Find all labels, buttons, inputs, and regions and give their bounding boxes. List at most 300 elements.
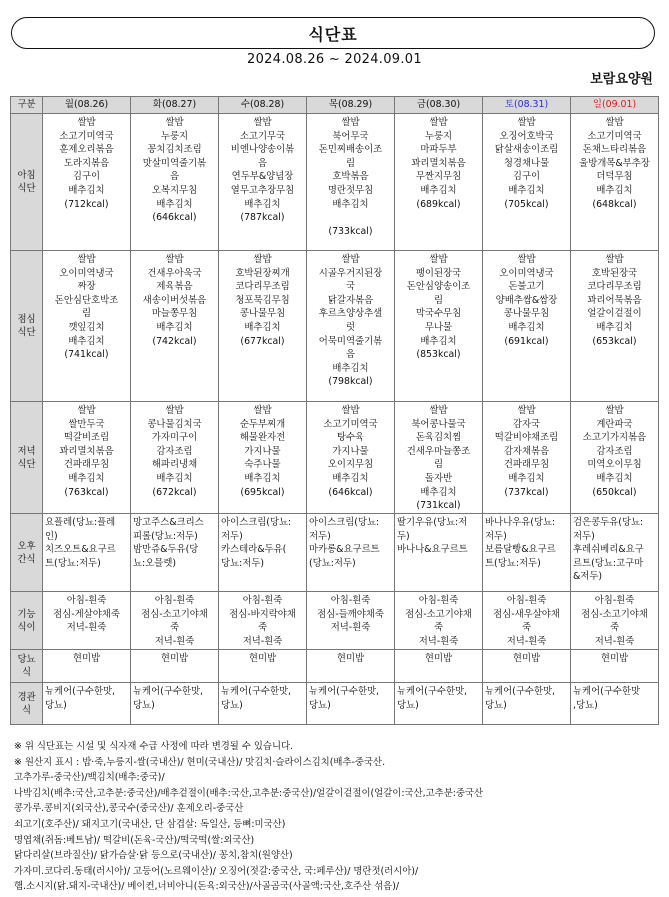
menu-item: 김구이 — [512, 171, 541, 183]
row-header-lunch: 점심 식단 — [11, 251, 43, 402]
menu-cell — [131, 402, 219, 514]
menu-cell — [571, 251, 659, 402]
note-line: 고추가루-중국산)/백김치(배추:중국)/ — [14, 772, 165, 784]
menu-item: 보름달빵&요구르 — [485, 544, 556, 556]
menu-item: 돈채느타리볶음 — [582, 144, 647, 156]
menu-item: 연두부&양념장 — [231, 171, 294, 183]
menu-item: 감자조림 — [596, 445, 633, 457]
menu-item: 오이지무침 — [327, 459, 374, 471]
menu-item: 열무고추장무침 — [230, 184, 295, 196]
table-row-lunch — [11, 251, 659, 402]
menu-item: 뉴케어(구수한맛, — [397, 686, 468, 697]
menu-item: 쌀밥 — [605, 254, 624, 265]
menu-cell — [483, 650, 571, 683]
menu-item: 돈안심양송이조 — [406, 281, 471, 293]
menu-item: 마카롱&요구르트 — [309, 544, 380, 556]
menu-item: 당뇨) — [133, 699, 155, 711]
menu-item: 콩나물무침 — [239, 308, 286, 320]
menu-cell — [571, 592, 659, 650]
menu-item: 아침-흰죽 — [330, 595, 371, 606]
menu-cell — [43, 251, 131, 402]
menu-item: 도라지볶음 — [63, 157, 110, 169]
menu-item: 무짠지무침 — [415, 171, 462, 183]
table-row-tube-feeding — [11, 683, 659, 725]
menu-item: 배추김치 — [508, 472, 545, 484]
menu-item: (733kcal) — [328, 225, 373, 237]
menu-item: 점심-들깨야채죽 — [317, 608, 384, 620]
menu-item: 현미밥 — [600, 653, 629, 664]
menu-item: 현미밥 — [424, 653, 453, 664]
menu-item: 배추김치 — [156, 321, 193, 333]
note-line: 가자미.코다리.동태(러시아)/ 고등어(노르웨이산)/ 오징어(젓갈:중국산, 국:페루산)/ 명란젓(러시아)/ — [14, 865, 419, 877]
menu-cell — [483, 592, 571, 650]
menu-item: 호박된장찌개 — [235, 267, 290, 279]
menu-item: 저녁-흰죽 — [242, 635, 283, 647]
menu-item: 검은콩두유(당뇨: — [573, 517, 644, 528]
menu-item: 오징어호박국 — [499, 130, 554, 142]
menu-item: 쌀밥 — [605, 117, 624, 128]
menu-item: 현미밥 — [160, 653, 189, 664]
menu-item — [307, 211, 394, 225]
menu-item: (672kcal) — [152, 486, 197, 498]
menu-item: 두) — [397, 530, 410, 542]
menu-item: 소고기가지볶음 — [582, 432, 647, 444]
menu-item: 제육볶음 — [156, 281, 193, 293]
menu-item: 배추김치 — [68, 472, 105, 484]
note-line: ※ 위 식단표는 시설 및 식자재 수급 사정에 따라 변경될 수 있습니다. — [14, 741, 294, 752]
menu-item: (648kcal) — [592, 198, 637, 210]
menu-item: 김구이 — [72, 171, 101, 183]
menu-item: 꽈리멸치볶음 — [411, 157, 466, 169]
menu-item: 죽 — [609, 622, 620, 634]
menu-item: 쌀밥 — [429, 117, 448, 128]
row-header-dinner: 저녁 식단 — [11, 402, 43, 514]
menu-item: 점심-새우살야채 — [493, 608, 560, 620]
menu-cell — [43, 402, 131, 514]
menu-item: 저녁-흰죽 — [506, 635, 547, 647]
menu-item: 당뇨) — [309, 699, 331, 711]
menu-item: 건파래무침 — [503, 459, 550, 471]
menu-item: 짜장 — [77, 281, 96, 293]
menu-item: 미역오이무침 — [587, 459, 642, 471]
menu-item: 뉴케어(구수한맛, — [133, 686, 204, 697]
menu-item: 호박된장국 — [591, 267, 638, 279]
menu-cell — [219, 251, 307, 402]
menu-cell — [395, 683, 483, 725]
menu-item: (653kcal) — [592, 335, 637, 347]
menu-item: 배추김치 — [68, 184, 105, 196]
page-title: 식단표 — [11, 17, 655, 49]
menu-item: 막국수무침 — [415, 308, 462, 320]
menu-item: (689kcal) — [416, 198, 461, 210]
menu-item: 쌀밥 — [253, 117, 272, 128]
menu-item: 탕수육 — [336, 432, 365, 444]
menu-item: 점심-소고기야채 — [405, 608, 472, 620]
menu-cell — [483, 402, 571, 514]
menu-item: 망고주스&크리스 — [133, 517, 204, 528]
menu-item: 뉴케어(구수한맛, — [485, 686, 556, 697]
menu-item: 저두) — [221, 530, 243, 542]
menu-item: 어묵미역줄기볶 — [318, 335, 383, 347]
menu-item: 소고기미역국 — [323, 418, 378, 430]
menu-cell — [395, 402, 483, 514]
menu-item: 배추김치 — [508, 184, 545, 196]
note-line: 나박김치(배추:국산,고추분:중국산)/배추겉절이(배추:국산,고추분:중국산)/얼갈이겉절이(얼갈이:국산,고추분:중국산 — [14, 787, 484, 799]
menu-item: 림 — [345, 157, 356, 169]
menu-item: (당뇨:저두) — [309, 557, 356, 569]
menu-cell — [571, 650, 659, 683]
menu-item: 음 — [345, 349, 356, 361]
menu-cell — [307, 650, 395, 683]
note-line: 햄.소시지(닭.돼지-국내산)/ 베이컨,너비아니(돈육:외국산)/사골곰국(사골액:국산,호주산 섞음)/ — [14, 881, 400, 893]
menu-item: (691kcal) — [504, 335, 549, 347]
menu-item: 현미밥 — [336, 653, 365, 664]
menu-item: 쌀밥 — [341, 254, 360, 265]
column-header-day: 금(08.30) — [395, 97, 483, 114]
menu-item: 배추김치 — [596, 184, 633, 196]
menu-item: 계란파국 — [596, 418, 633, 430]
menu-item: 숙주나물 — [244, 459, 281, 471]
menu-item: 쌀밥 — [605, 405, 624, 416]
menu-item: 꽁치김치조림 — [147, 144, 202, 156]
menu-item: 배추김치 — [420, 486, 457, 498]
menu-cell — [483, 114, 571, 251]
menu-item: 죽 — [521, 622, 532, 634]
table-row-special-diet — [11, 592, 659, 650]
menu-item: (798kcal) — [328, 376, 373, 388]
menu-item: 얼갈이겉절이 — [587, 308, 642, 320]
menu-item: 배추김치 — [68, 335, 105, 347]
menu-item: 꽈리멸치볶음 — [59, 445, 114, 457]
menu-item: 감자국 — [512, 418, 541, 430]
row-header-breakfast: 아침 식단 — [11, 114, 43, 251]
menu-item: 오복지무침 — [151, 184, 198, 196]
menu-item: 국 — [345, 281, 356, 293]
menu-item: 배추김치 — [332, 198, 369, 210]
menu-item: 아침-흰죽 — [594, 595, 635, 606]
menu-item: (741kcal) — [64, 349, 109, 361]
menu-cell — [131, 514, 219, 592]
menu-item: 배추김치 — [332, 362, 369, 374]
menu-item: 돈안심단호박조 — [54, 294, 119, 306]
menu-item: 르트(당뇨:고구마 — [573, 557, 644, 569]
menu-cell — [219, 114, 307, 251]
menu-item: 요플레(당뇨:플레 — [45, 517, 116, 528]
menu-item: 쌀밥 — [253, 405, 272, 416]
menu-item: 북어무국 — [332, 130, 369, 142]
row-header-special-diet: 기능 식이 — [11, 592, 43, 650]
menu-cell — [131, 251, 219, 402]
menu-item: 저녁-흰죽 — [66, 622, 107, 634]
menu-item: 배추김치 — [244, 198, 281, 210]
menu-item: 쌀밥 — [517, 405, 536, 416]
menu-item: 쌀밥 — [517, 117, 536, 128]
note-line: 콩가루.콩비지(외국산),콩국수(중국산)/ 훈제오리-중국산 — [14, 803, 244, 815]
menu-item: 배추김치 — [156, 198, 193, 210]
menu-item: 배추김치 — [244, 321, 281, 333]
menu-item: 명란젓무침 — [327, 184, 374, 196]
menu-item: 누룽지 — [424, 130, 453, 142]
menu-item: (705kcal) — [504, 198, 549, 210]
column-header-day: 목(08.29) — [307, 97, 395, 114]
menu-table — [10, 96, 659, 725]
menu-item: 아침-흰죽 — [506, 595, 547, 606]
menu-item: (650kcal) — [592, 486, 637, 498]
menu-item: 점심-소고기야채 — [141, 608, 208, 620]
menu-item: 북어콩나물국 — [411, 418, 466, 430]
menu-item: 배추김치 — [332, 472, 369, 484]
menu-item: 죽 — [169, 622, 180, 634]
menu-item: 쌀밥 — [341, 117, 360, 128]
menu-cell — [395, 114, 483, 251]
menu-cell — [395, 251, 483, 402]
menu-item: 당뇨) — [45, 699, 67, 711]
menu-item: 쌀밥 — [341, 405, 360, 416]
menu-cell — [571, 683, 659, 725]
column-header-day: 화(08.27) — [131, 97, 219, 114]
menu-item: 닭살새송이조림 — [494, 144, 559, 156]
menu-item: 인) — [45, 530, 58, 542]
menu-item: 후레쉬베리&요구 — [573, 544, 644, 556]
menu-item: 가지나물 — [244, 445, 281, 457]
menu-item: 바나나우유(당뇨: — [485, 517, 556, 528]
menu-cell — [395, 514, 483, 592]
menu-item: 점심-게살야채죽 — [53, 608, 120, 620]
menu-cell — [219, 592, 307, 650]
menu-item: 배추김치 — [508, 321, 545, 333]
menu-item: 쌀밥 — [517, 254, 536, 265]
menu-item: 트(당뇨:저두) — [485, 557, 541, 569]
menu-cell — [307, 114, 395, 251]
menu-cell — [131, 114, 219, 251]
menu-item: 점심-바지락야채 — [229, 608, 296, 620]
menu-cell — [43, 592, 131, 650]
menu-item: 떡갈비조림 — [63, 432, 110, 444]
menu-item: 쌀만두국 — [68, 418, 105, 430]
menu-item: 마늘쫑무침 — [151, 308, 198, 320]
menu-item: 소고기미역국 — [587, 130, 642, 142]
column-header-category: 구분 — [11, 97, 43, 114]
menu-item: 바나나&요구르트 — [397, 544, 468, 556]
notes-section — [14, 739, 660, 895]
menu-item: 아침-흰죽 — [154, 595, 195, 606]
menu-item: 쌀밥 — [77, 117, 96, 128]
menu-item: 콩나물무침 — [503, 308, 550, 320]
menu-item: 해물완자전 — [239, 432, 286, 444]
menu-item: 당뇨) — [485, 699, 507, 711]
menu-item: 아이스크림(당뇨: — [221, 517, 292, 528]
menu-item: 저두) — [485, 530, 507, 542]
table-row-breakfast — [11, 114, 659, 251]
note-line: 명엽채(쥐돔:베트남)/ 떡갈비(돈육-국산)/떡국떡(쌀:외국산) — [14, 834, 255, 846]
menu-item: 음 — [257, 157, 268, 169]
menu-item: 당뇨) — [221, 699, 243, 711]
menu-item: 소고기미역국 — [59, 130, 114, 142]
menu-item: 럿 — [345, 321, 356, 333]
menu-cell — [131, 683, 219, 725]
menu-item: 훈제오리볶음 — [59, 144, 114, 156]
menu-item: 시골우거지된장 — [318, 267, 383, 279]
row-header-tube-feeding: 경관 식 — [11, 683, 43, 725]
menu-item: 깻잎김치 — [68, 321, 105, 333]
menu-item: 림 — [81, 308, 92, 320]
menu-item: (787kcal) — [240, 212, 285, 224]
menu-item: (763kcal) — [64, 486, 109, 498]
menu-cell — [219, 650, 307, 683]
menu-item: 콩나물김치국 — [147, 418, 202, 430]
menu-item: 가자미구이 — [151, 432, 198, 444]
menu-item: 뇨:오믈렛) — [133, 557, 177, 569]
menu-cell — [307, 514, 395, 592]
menu-item: 뉴케어(구수한맛 — [573, 686, 641, 697]
menu-item: (646kcal) — [328, 486, 373, 498]
menu-item: 아침-흰죽 — [242, 595, 283, 606]
menu-item: 뉴케어(구수한맛, — [221, 686, 292, 697]
menu-item: 쌀밥 — [429, 254, 448, 265]
note-line: 쇠고기(호주산)/ 돼지고기(국내산, 단 삼겹살: 독일산, 등뼈:미국산) — [14, 818, 286, 830]
menu-item: 오이미역냉국 — [499, 267, 554, 279]
menu-cell — [43, 650, 131, 683]
menu-item: 쌀밥 — [77, 254, 96, 265]
menu-item: 저두) — [573, 530, 595, 542]
menu-item: 트(당뇨:저두) — [45, 557, 101, 569]
menu-item: &저두) — [573, 571, 603, 583]
menu-item: 건새우아욱국 — [147, 267, 202, 279]
menu-item: 호박볶음 — [332, 171, 369, 183]
menu-item: 후르츠양상추샐 — [318, 308, 383, 320]
menu-item: 해파리냉채 — [151, 459, 198, 471]
menu-item: 저두) — [309, 530, 331, 542]
menu-item: 현미밥 — [512, 653, 541, 664]
menu-item: 음 — [169, 171, 180, 183]
menu-cell — [43, 683, 131, 725]
menu-item: 배추김치 — [596, 321, 633, 333]
menu-item: (695kcal) — [240, 486, 285, 498]
menu-item: (712kcal) — [64, 198, 109, 210]
menu-cell — [395, 650, 483, 683]
menu-item: 아침-흰죽 — [66, 595, 107, 606]
menu-item: 뉴케어(구수한맛, — [45, 686, 116, 697]
menu-cell — [307, 251, 395, 402]
menu-item: 더덕무침 — [596, 171, 633, 183]
menu-item: 배추김치 — [244, 472, 281, 484]
menu-item: 죽 — [433, 622, 444, 634]
menu-cell — [307, 402, 395, 514]
menu-item: 건새우마늘쫑조 — [406, 445, 471, 457]
menu-item: 건파래무침 — [63, 459, 110, 471]
column-header-day: 월(08.26) — [43, 97, 131, 114]
menu-item: 감자조림 — [156, 445, 193, 457]
menu-item: 현미밥 — [248, 653, 277, 664]
menu-item: 밤만쥬&두유(당 — [133, 544, 199, 556]
menu-item: 청경채나물 — [503, 157, 550, 169]
menu-item: 점심-소고기야채 — [581, 608, 648, 620]
menu-item: 쌀밥 — [253, 254, 272, 265]
menu-table-body — [11, 114, 659, 725]
menu-item: 새송이버섯볶음 — [142, 294, 207, 306]
row-header-snack: 오후 간식 — [11, 514, 43, 592]
menu-item: 쌀밥 — [165, 117, 184, 128]
menu-item: 비엔나양송이볶 — [230, 144, 295, 156]
menu-cell — [483, 683, 571, 725]
menu-item: 코다리무조림 — [587, 281, 642, 293]
menu-cell — [131, 650, 219, 683]
menu-item: 순두부찌개 — [239, 418, 286, 430]
menu-item: 돈육김치찜 — [415, 432, 462, 444]
menu-cell — [43, 114, 131, 251]
menu-item: 가지나물 — [332, 445, 369, 457]
menu-cell — [219, 683, 307, 725]
menu-item: 쌀밥 — [429, 405, 448, 416]
menu-item: 쌀밥 — [165, 405, 184, 416]
menu-item: 배추김치 — [156, 472, 193, 484]
menu-cell — [219, 402, 307, 514]
menu-item: 돈민찌배송이조 — [318, 144, 383, 156]
menu-item: 코다리무조림 — [235, 281, 290, 293]
menu-item: (853kcal) — [416, 349, 461, 361]
column-header-saturday: 토(08.31) — [483, 97, 571, 114]
row-header-diabetic-meal: 당뇨 식 — [11, 650, 43, 683]
menu-item: (677kcal) — [240, 335, 285, 347]
menu-cell — [571, 114, 659, 251]
menu-cell — [483, 251, 571, 402]
menu-item: 아이스크림(당뇨: — [309, 517, 380, 528]
menu-item: 죽 — [257, 622, 268, 634]
menu-cell — [131, 592, 219, 650]
menu-item: 돈불고기 — [508, 281, 545, 293]
menu-item: 무나물 — [424, 321, 453, 333]
menu-item: 울방개목&부추장 — [579, 157, 650, 169]
menu-item: 맛살미역줄기볶 — [142, 157, 207, 169]
menu-item: 누룽지 — [160, 130, 189, 142]
menu-item: 닭갈자볶음 — [327, 294, 374, 306]
table-header-row — [11, 97, 659, 114]
menu-item: 떡갈비야채조림 — [494, 432, 559, 444]
menu-item: 피롤(당뇨:저두) — [133, 530, 198, 542]
menu-item: 치즈오트&요구르 — [45, 544, 116, 556]
note-line: 닭다리살(브라질산)/ 닭가슴살·닭 등으로(국내산)/ 꽁치,참치(원양산) — [14, 850, 293, 862]
menu-item: 저녁-흰죽 — [418, 635, 459, 647]
menu-cell — [571, 514, 659, 592]
menu-cell — [571, 402, 659, 514]
menu-item: 림 — [433, 459, 444, 471]
menu-item: 저녁-흰죽 — [330, 622, 371, 634]
menu-cell — [219, 514, 307, 592]
menu-item: 쌀밥 — [77, 405, 96, 416]
menu-item: 쌀밥 — [165, 254, 184, 265]
menu-item: 오이미역냉국 — [59, 267, 114, 279]
menu-item: 저녁-흰죽 — [154, 635, 195, 647]
menu-item: 꽈리어묵볶음 — [587, 294, 642, 306]
menu-item: (742kcal) — [152, 335, 197, 347]
menu-item: 카스테라&두유( — [221, 544, 287, 556]
menu-item: 림 — [433, 294, 444, 306]
table-row-snack — [11, 514, 659, 592]
menu-item: 배추김치 — [420, 335, 457, 347]
menu-item: (731kcal) — [416, 500, 461, 512]
menu-cell — [395, 592, 483, 650]
menu-item: 현미밥 — [72, 653, 101, 664]
menu-item: 당뇨) — [397, 699, 419, 711]
facility-name: 보람요양원 — [590, 72, 653, 87]
table-row-dinner — [11, 402, 659, 514]
column-header-sunday: 일(09.01) — [571, 97, 659, 114]
menu-item: 감자채볶음 — [503, 445, 550, 457]
menu-item: 양배추쌈&쌈장 — [495, 294, 558, 306]
menu-item: 배추김치 — [420, 184, 457, 196]
menu-item: 딸기우유(당뇨:저 — [397, 517, 468, 528]
menu-cell — [483, 514, 571, 592]
